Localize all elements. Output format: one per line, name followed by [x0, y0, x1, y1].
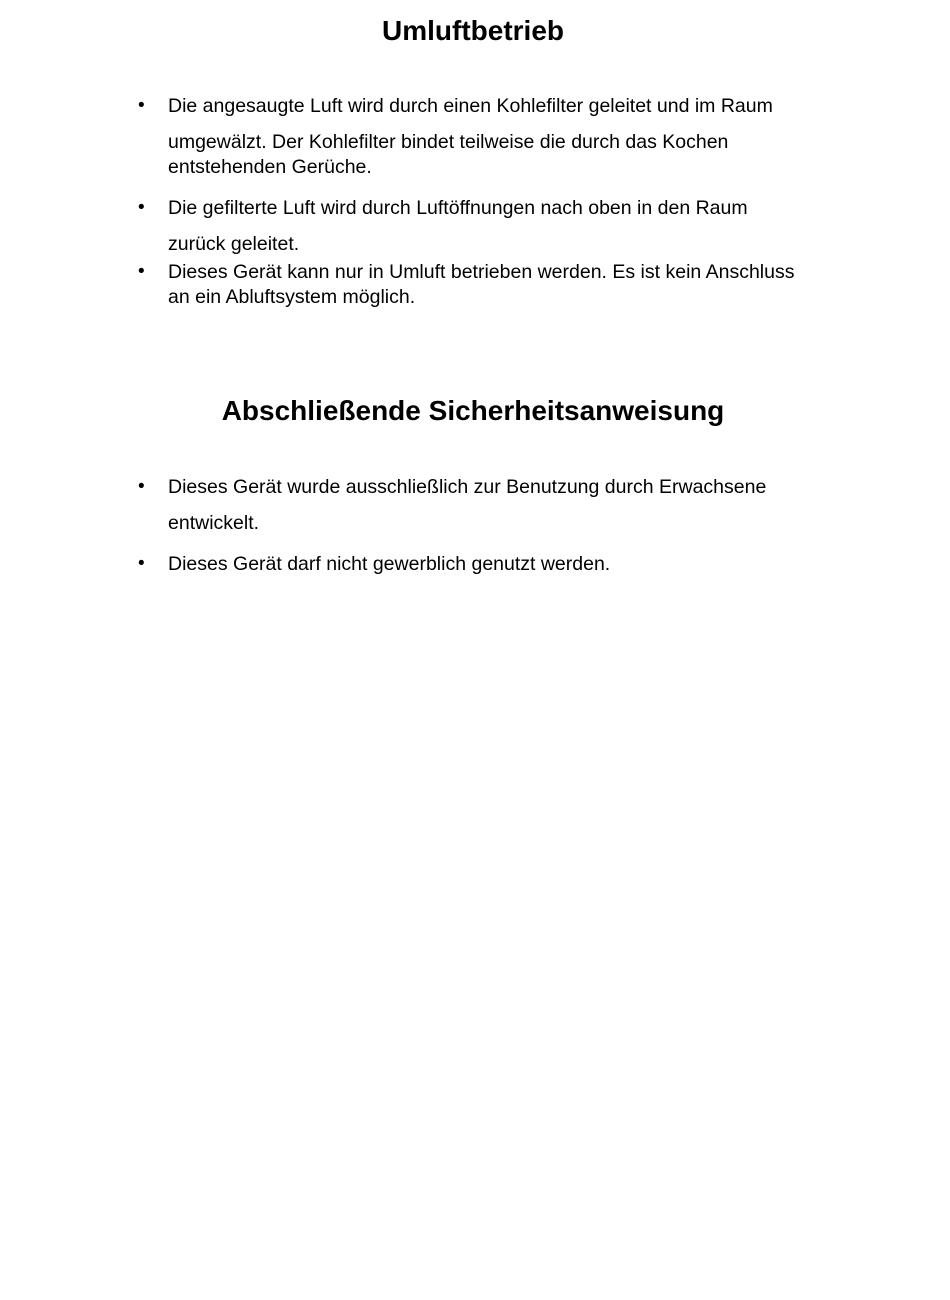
list-item-text: zurück geleitet. — [168, 233, 300, 255]
section-title-sicherheitsanweisung: Abschließende Sicherheitsanweisung — [221, 395, 725, 426]
section-title-umluftbetrieb: Umluftbetrieb — [382, 15, 564, 46]
list-item-text: entstehenden Gerüche. — [168, 156, 372, 178]
list-item-text: Dieses Gerät wurde ausschließlich zur Benutzung durch Erwachsene — [168, 476, 767, 498]
bullet-icon: • — [138, 261, 145, 282]
bullet-icon: • — [138, 197, 145, 218]
list-item-text: Dieses Gerät darf nicht gewerblich genutzt werden. — [168, 553, 611, 575]
bullet-icon: • — [138, 476, 145, 497]
list-item-text: Die angesaugte Luft wird durch einen Kohlefilter geleitet und im Raum — [168, 95, 773, 117]
list-item-text: an ein Abluftsystem möglich. — [168, 286, 416, 308]
list-item-text: entwickelt. — [168, 512, 260, 534]
list-item-text: Dieses Gerät kann nur in Umluft betrieben werden. Es ist kein Anschluss — [168, 261, 795, 283]
list-item-text: Die gefilterte Luft wird durch Luftöffnungen nach oben in den Raum — [168, 197, 748, 219]
bullet-icon: • — [138, 553, 145, 574]
bullet-icon: • — [138, 95, 145, 116]
list-item-text: umgewälzt. Der Kohlefilter bindet teilweise die durch das Kochen — [168, 131, 729, 153]
